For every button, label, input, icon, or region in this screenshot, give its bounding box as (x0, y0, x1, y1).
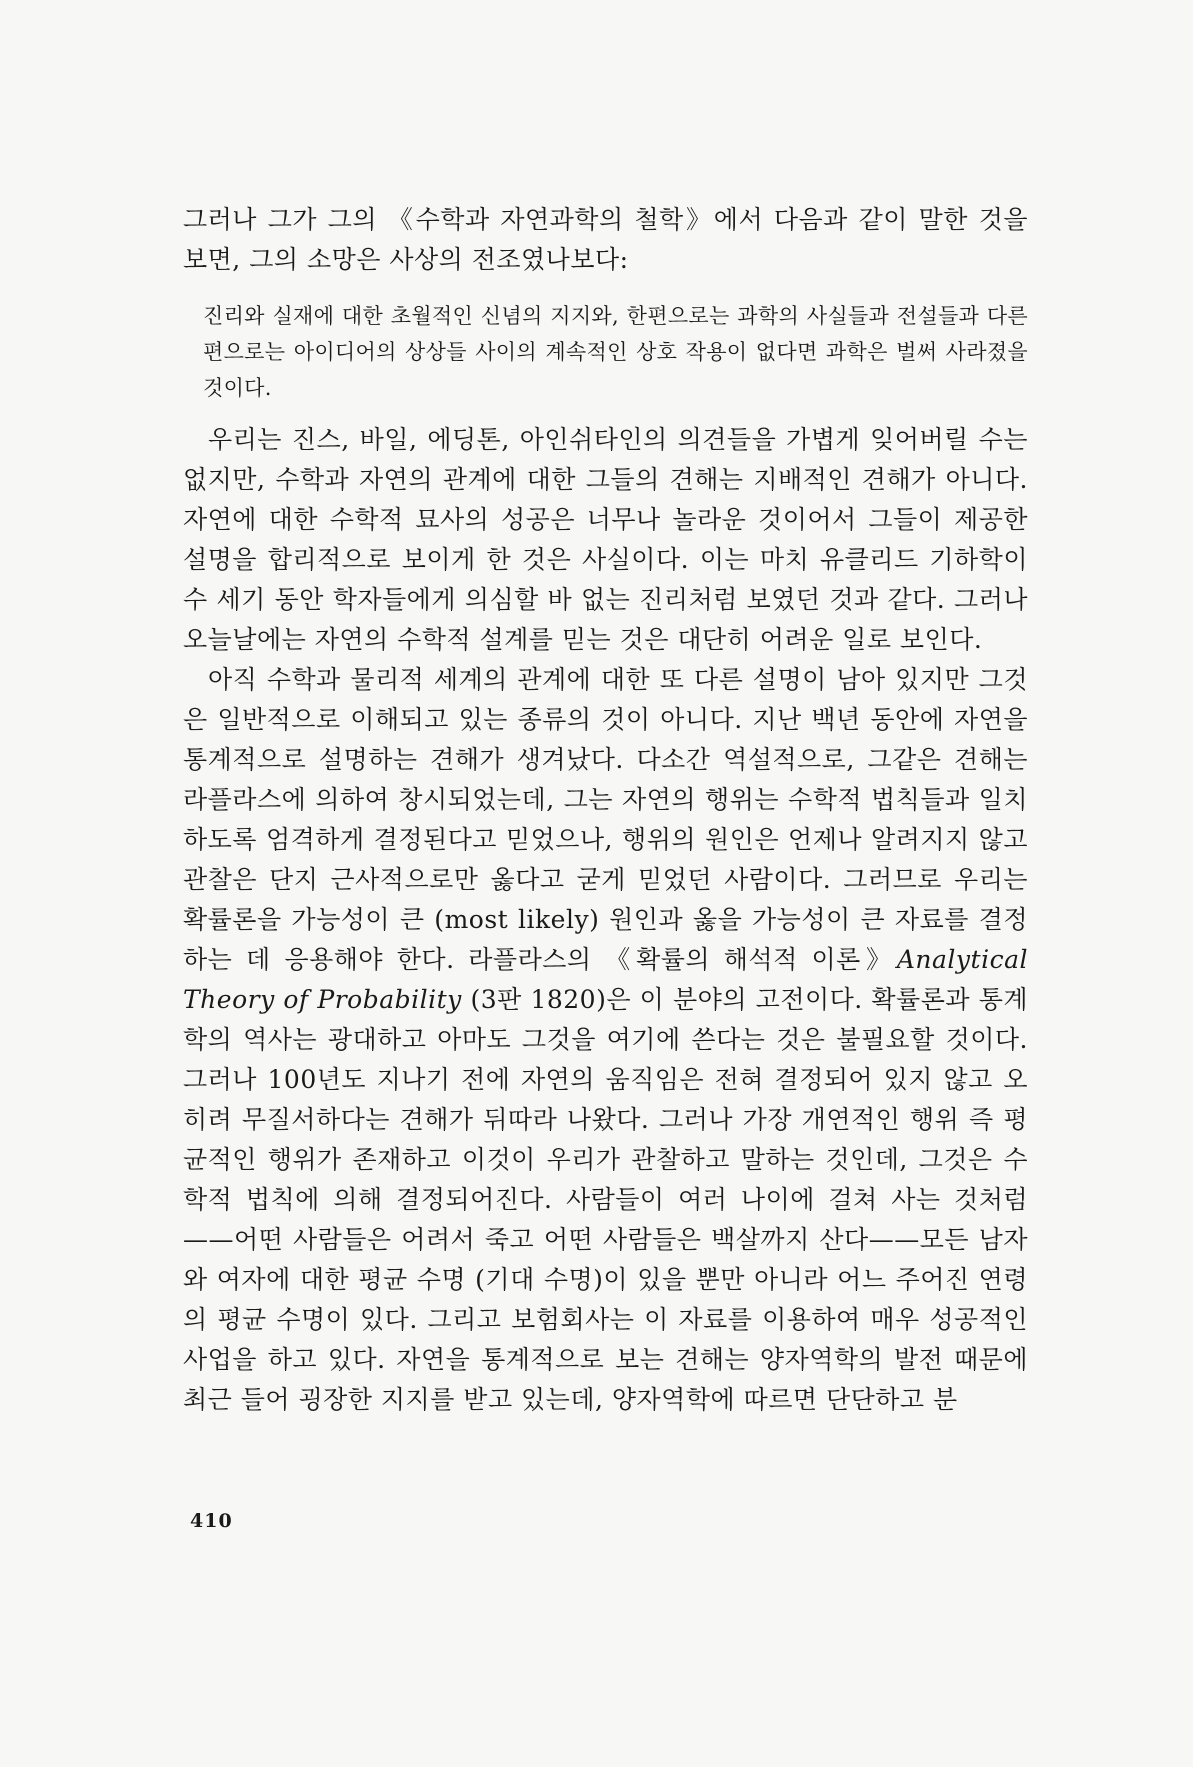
block-quote: 진리와 실재에 대한 초월적인 신념의 지지와, 한편으로는 과학의 사실들과 전설들과 다른 편으로는 아이디어의 상상들 사이의 계속적인 상호 작용이 없다면 과학은 벌써 사라졌을 것이다. (203, 304, 1028, 400)
body-paragraph-2 (183, 660, 1028, 1420)
intro-paragraph: 그러나 그가 그의 《수학과 자연과학의 철학》에서 다음과 같이 말한 것을 보면, 그의 소망은 사상의 전조였나보다: (183, 205, 1028, 274)
paragraph-2-text-a: 아직 수학과 물리적 세계의 관계에 대한 또 다른 설명이 남아 있지만 그것은 일반적으로 이해되고 있는 종류의 것이 아니다. 지난 백년 동안에 자연을 통계적으로 설명하는 견해가 생겨났다. 다소간 역설적으로, 그같은 견해는 라플라스에 의하여 창시되었는데, 그는 자연의 행위는 수학적 법칙들과 일치하도록 엄격하게 결정된다고 믿었으나, 행위의 원인은 언제나 알려지지 않고 관찰은 단지 근사적으로만 옳다고 굳게 믿었던 사람이다. 그러므로 우리는 확률론을 가능성이 큰 (most likely) 원인과 옳을 가능성이 큰 자료를 결정하는 데 응용해야 한다. 라플라스의 《확률의 해석적 이론》 (183, 665, 1028, 974)
page-number: 410 (190, 1510, 233, 1532)
book-title-english: Analytical Theory of Probability (183, 945, 1028, 1014)
body-paragraph-1: 우리는 진스, 바일, 에딩톤, 아인쉬타인의 의견들을 가볍게 잊어버릴 수는 없지만, 수학과 자연의 관계에 대한 그들의 견해는 지배적인 견해가 아니다. 자연에 대한 수학적 묘사의 성공은 너무나 놀라운 것이어서 그들이 제공한 설명을 합리적으로 보이게 한 것은 사실이다. 이는 마치 유클리드 기하학이 수 세기 동안 학자들에게 의심할 바 없는 진리처럼 보였던 것과 같다. 그러나 오늘날에는 자연의 수학적 설계를 믿는 것은 대단히 어려운 일로 보인다. (183, 425, 1028, 654)
page-body (183, 200, 1028, 1420)
paragraph-2-text-b: (3판 1820)은 이 분야의 고전이다. 확률론과 통계학의 역사는 광대하고 아마도 그것을 여기에 쓴다는 것은 불필요할 것이다. 그러나 100년도 지나기 전에 자연의 움직임은 전혀 결정되어 있지 않고 오히려 무질서하다는 견해가 뒤따라 나왔다. 그러나 가장 개연적인 행위 즉 평균적인 행위가 존재하고 이것이 우리가 관찰하고 말하는 것인데, 그것은 수학적 법칙에 의해 결정되어진다. 사람들이 여러 나이에 걸쳐 사는 것처럼——어떤 사람들은 어려서 죽고 어떤 사람들은 백살까지 산다——모든 남자와 여자에 대한 평균 수명 (기대 수명)이 있을 뿐만 아니라 어느 주어진 연령의 평균 수명이 있다. 그리고 보험회사는 이 자료를 이용하여 매우 성공적인 사업을 하고 있다. 자연을 통계적으로 보는 견해는 양자역학의 발전 때문에 최근 들어 굉장한 지지를 받고 있는데, 양자역학에 따르면 단단하고 분 (183, 985, 1028, 1414)
